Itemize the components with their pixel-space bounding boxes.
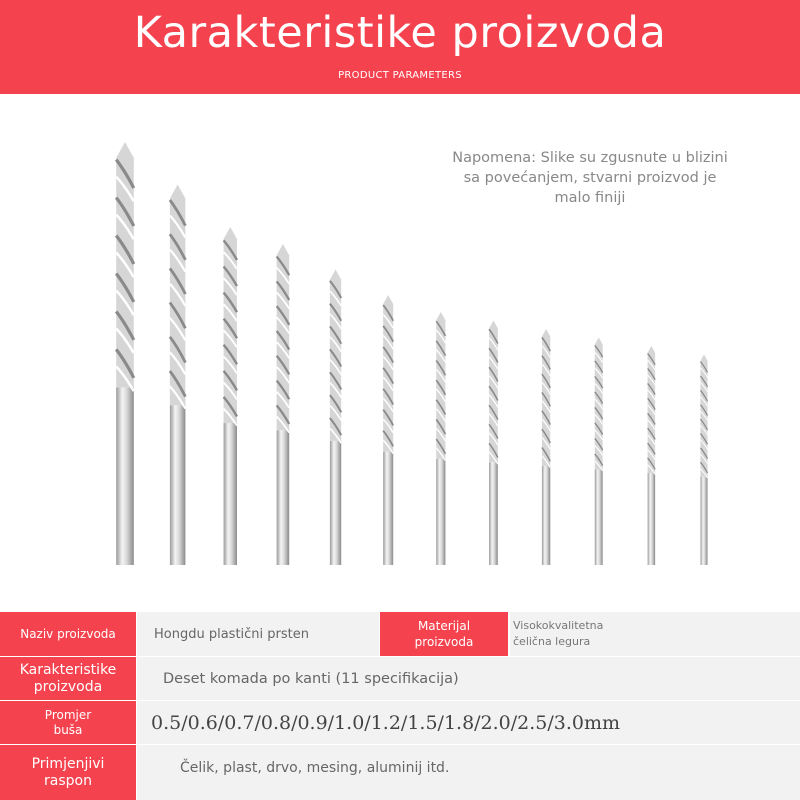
material-value-line: Visokokvalitetna [513,619,604,632]
diameter-label-line: buša [53,722,83,737]
page-title: Karakteristike proizvoda [133,8,667,58]
drill-bit-shank [330,441,341,565]
material-label-line: proizvoda [414,635,474,649]
note-line: Napomena: Slike su zgusnute u blizini [452,150,728,166]
drill-bit-shank [700,477,707,565]
table-row [0,701,800,744]
drill-bit [648,346,656,565]
parameters-table [0,612,800,800]
table-row [0,745,800,800]
drill-bit [330,270,341,566]
drill-bit-shank [436,459,445,565]
drill-bit-shank [277,430,290,565]
material-value-line: čelična legura [513,635,591,648]
drill-bit [116,142,134,565]
drill-bit-shank [116,387,134,565]
drill-bit [436,312,445,565]
name-label: Naziv proizvoda [0,612,136,656]
drill-bit [383,295,393,565]
range-label-line: Primjenjivi [31,755,105,772]
drill-bit [700,355,707,566]
material-label-line: Materijal [417,619,471,633]
header-banner [0,0,800,94]
material-label [380,612,508,656]
range-value: Čelik, plast, drvo, mesing, aluminij itd. [137,745,800,800]
name-value: Hongdu plastični prsten [137,612,379,656]
drill-bit-shank [542,466,550,565]
features-label [0,657,136,700]
diameter-label [0,701,136,744]
drill-bit [489,321,498,566]
material-value [510,612,800,656]
drill-bits-image [0,140,800,580]
features-label-line: proizvoda [33,678,103,695]
range-label [0,745,136,800]
drill-bit-shank [224,423,237,565]
table-row [0,657,800,700]
note-line: malo finiji [554,190,626,206]
diameter-label-line: Promjer [44,707,92,722]
drill-bit [542,329,550,565]
drill-bit [277,244,290,565]
drill-bit [224,227,237,565]
page-subtitle: PRODUCT PARAMETERS [338,70,462,81]
drill-bit-shank [383,452,393,565]
table-row [0,612,800,656]
features-value: Deset komada po kanti (11 specifikacija) [137,657,800,700]
drill-bit-shank [595,469,603,565]
drill-bit [170,185,186,566]
drill-bit-shank [489,462,498,565]
note-line: sa povećanjem, stvarni proizvod je [463,170,717,186]
range-label-line: raspon [44,772,92,789]
drill-bit [595,338,603,566]
diameter-value: 0.5/0.6/0.7/0.8/0.9/1.0/1.2/1.5/1.8/2.0/2.5/3.0mm [137,701,800,744]
drill-bit-shank [648,473,656,565]
features-label-line: Karakteristike [19,661,117,678]
drill-bit-shank [170,405,186,565]
